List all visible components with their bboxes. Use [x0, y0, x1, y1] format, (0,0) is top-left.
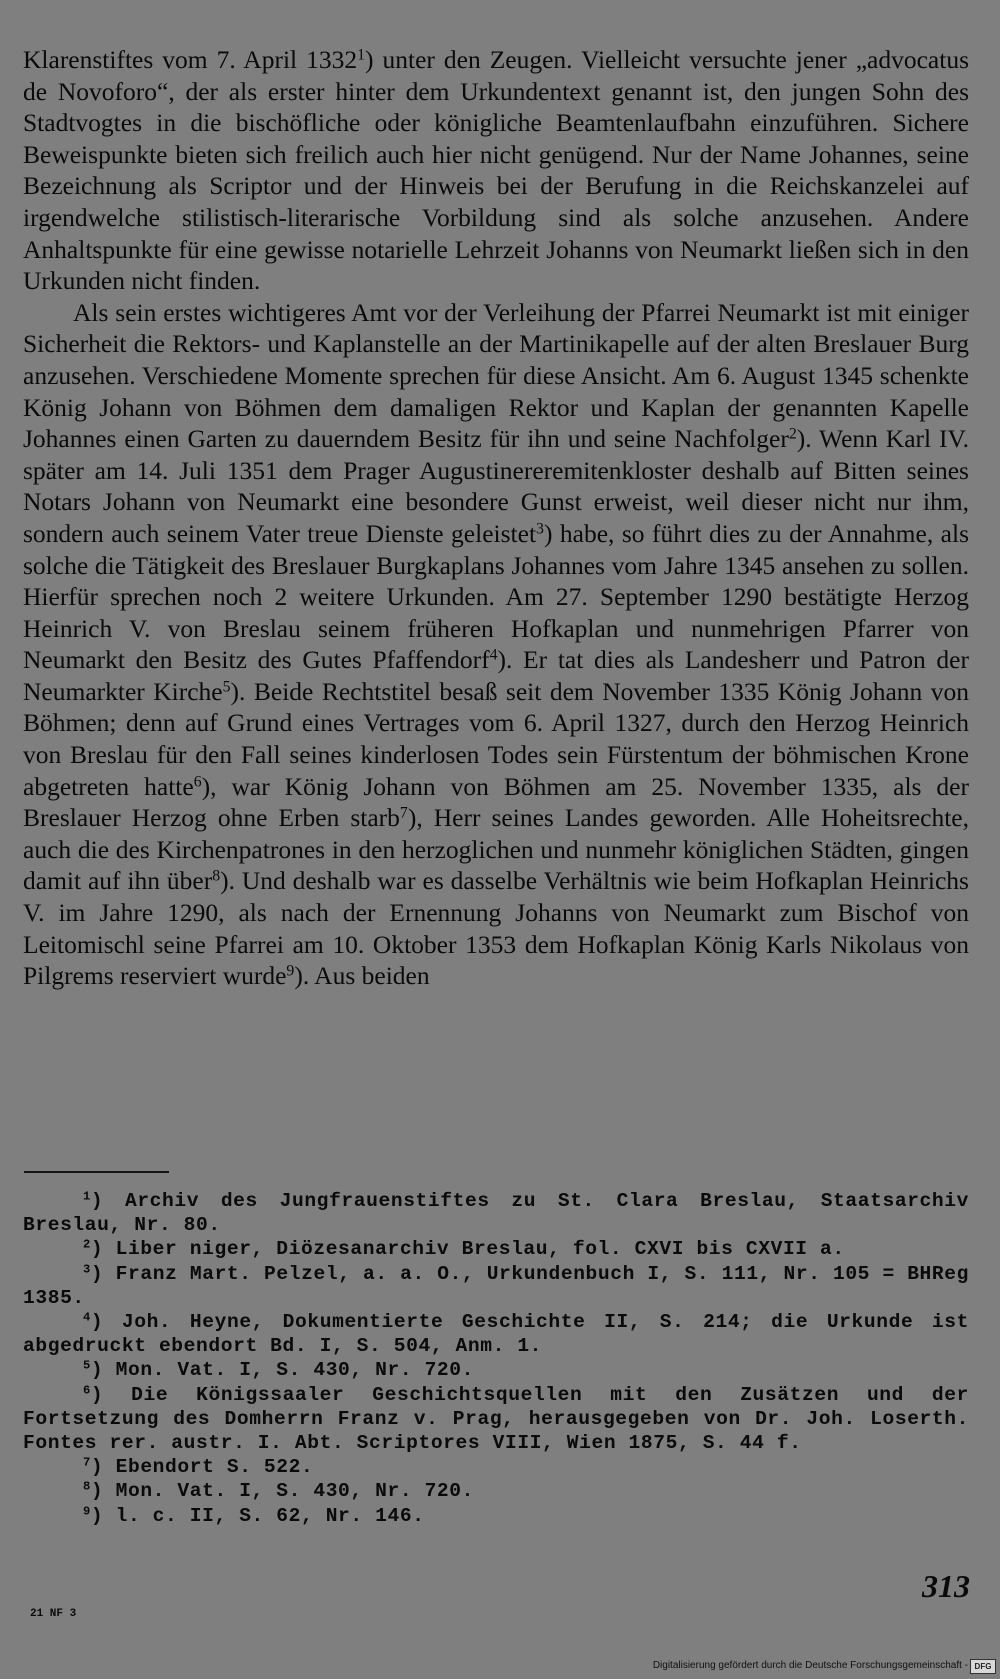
footnote-number: 8 [83, 1479, 91, 1494]
footnote [23, 1479, 969, 1503]
footnote-text: Mon. Vat. I, S. 430, Nr. 720. [115, 1480, 474, 1503]
text-run: ). Wenn Karl IV. später am 14. Juli 1351 dem Prager Augustinereremitenkloster deshalb auf Bitten seines Notars Johann von Neumarkt eine besondere Gunst erweist, weil dieser nicht nur ihm, sondern auch seinem Vater treue Dienste geleistet [23, 424, 969, 548]
credit-line: Digitalisierung gefördert durch die Deutsche Forschungsgemeinschaft - [652, 1660, 968, 1671]
footnote-text: Mon. Vat. I, S. 430, Nr. 720. [115, 1359, 474, 1382]
footnote-divider [24, 1171, 169, 1173]
text-run: ) unter den Zeugen. Vielleicht versuchte jener „advocatus de Novoforo“, der als erster hinter dem Urkundentext genannt ist, den jungen Sohn des Stadtvogtes in die bischöfliche oder königliche Beamtenlaufbahn einzuführen. Sichere Beweispunkte bieten sich freilich auch hier nicht genügend. Nur der Name Johannes, seine Bezeichnung als Scriptor und der Hinweis bei der Berufung in die Reichskanzelei auf irgendwelche stilistisch-literarische Vorbildung sind als solche anzusehen. Andere Anhaltspunkte für eine gewisse notarielle Lehrzeit Johanns von Neumarkt ließen sich in den Urkunden nicht finden. [23, 45, 969, 296]
footnotes [23, 1189, 969, 1528]
text-run: Als sein erstes wichtigeres Amt vor der Verleihung der Pfarrei Neumarkt ist mit einiger Sicherheit die Rektors- und Kaplanstelle an der Martinikapelle auf der alten Breslauer Burg anzusehen. Verschiedene Momente sprechen für diese Ansicht. Am 6. August 1345 schenkte König Johann von Böhmen dem damaligen Rektor und Kaplan der genannten Kapelle Johannes einen Garten zu dauerndem Besitz für ihn und seine Nachfolger [23, 297, 969, 454]
footnote-number: 5 [83, 1358, 91, 1373]
footnote [23, 1504, 969, 1528]
footnote [23, 1358, 969, 1382]
footnote [23, 1189, 969, 1237]
footnote-text: Franz Mart. Pelzel, a. a. O., Urkundenbuch I, S. 111, Nr. 105 = BHReg 1385. [23, 1262, 969, 1309]
text-run: Klarenstiftes vom 7. April 1332 [23, 45, 358, 74]
footnote-reference: 7 [399, 804, 408, 822]
footnote-paren: ) [90, 1456, 116, 1479]
footnote-number: 2 [83, 1237, 91, 1252]
dfg-badge: DFG [970, 1659, 996, 1674]
footnote-reference: 4 [489, 646, 498, 664]
footnote-paren: ) [90, 1359, 116, 1382]
page-number: 313 [922, 1568, 970, 1604]
text-run: ). Und deshalb war es dasselbe Verhältnis wie beim Hofkaplan Heinrichs V. im Jahre 1290, als nach der Ernennung Johanns von Neumarkt zum Bischof von Leitomischl seine Pfarrei am 10. Oktober 1353 dem Hofkaplan König Karls Nikolaus von Pilgrems reserviert wurde [23, 866, 969, 991]
footnote-text: Ebendort S. 522. [115, 1456, 314, 1479]
footnote-paren: ) [90, 1480, 116, 1503]
footnote-text: Liber niger, Diözesanarchiv Breslau, fol. CXVI bis CXVII a. [115, 1238, 845, 1261]
footnote-paren: ) [90, 1311, 122, 1334]
footnote [23, 1262, 969, 1310]
footnote-paren: ) [90, 1190, 125, 1212]
text-run: ), war König Johann von Böhmen am 25. November 1335, als der Breslauer Herzog ohne Erben starb [23, 771, 969, 833]
footnote-paren: ) [90, 1262, 116, 1285]
footnote [23, 1310, 969, 1358]
footnote [23, 1455, 969, 1479]
footnote-paren: ) [90, 1238, 116, 1261]
footnote-paren: ) [90, 1383, 132, 1406]
footnote-reference: 6 [193, 772, 202, 790]
footnote-text: Die Königssaaler Geschichtsquellen mit den Zusätzen und der Fortsetzung des Domherrn Franz v. Prag, herausgegeben von Dr. Joh. Loserth. Fontes rer. austr. I. Abt. Scriptores VIII, Wien 1875, S. 44 f. [23, 1383, 969, 1455]
footnote-reference: 1 [357, 46, 366, 64]
footnote-reference: 3 [536, 520, 544, 538]
body-paragraph [23, 297, 969, 992]
text-run: ). Beide Rechtstitel besaß seit dem November 1335 König Johann von Böhmen; denn auf Grund eines Vertrages vom 6. April 1327, durch den Herzog Heinrich von Breslau für den Fall seines kinderlosen Todes sein Fürstentum der böhmischen Krone abgetreten hatte [23, 676, 969, 801]
footnote-reference: 8 [212, 867, 221, 885]
body-paragraph [23, 44, 969, 297]
text-run: ) habe, so führt dies zu der Annahme, als solche die Tätigkeit des Breslauer Burgkaplans Johannes vom Jahre 1345 ansehen zu sollen. Hierfür sprechen noch 2 weitere Urkunden. Am 27. September 1290 bestätigte Herzog Heinrich V. von Breslau seinem früheren Hofkaplan und nunmehrigen Pfarrer von Neumarkt den Besitz des Gutes Pfaffendorf [23, 518, 969, 675]
footnote-text: Joh. Heyne, Dokumentierte Geschichte II, S. 214; die Urkunde ist abgedruckt ebendort Bd. I, S. 504, Anm. 1. [23, 1311, 970, 1358]
footnote-text: l. c. II, S. 62, Nr. 146. [115, 1504, 425, 1527]
body-text [23, 44, 969, 992]
footnote [23, 1237, 969, 1261]
footnote-text: Archiv des Jungfrauenstiftes zu St. Clara Breslau, Staatsarchiv Breslau, Nr. 80. [23, 1190, 969, 1237]
text-run: ), Herr seines Landes geworden. Alle Hoheitsrechte, auch die des Kirchenpatrones in den herzoglichen und nunmehr königlichen Städten, gingen damit auf ihn über [23, 803, 969, 896]
footnote-reference: 9 [286, 962, 295, 980]
footnote-number: 7 [83, 1455, 91, 1470]
footnote-reference: 5 [222, 678, 231, 696]
footnote-reference: 2 [788, 425, 797, 443]
footnote-number: 9 [83, 1503, 91, 1518]
footnote-number: 3 [83, 1261, 91, 1276]
signature-mark: 21 NF 3 [30, 1608, 77, 1620]
text-run: ). Er tat dies als Landesherr und Patron der Neumarkter Kirche [23, 645, 969, 706]
footnote-number: 4 [83, 1310, 91, 1325]
footnote-number: 1 [83, 1189, 91, 1204]
text-run: ). Aus beiden [294, 961, 430, 991]
footnote-number: 6 [83, 1382, 91, 1397]
footnote [23, 1383, 969, 1456]
footnote-paren: ) [90, 1504, 116, 1527]
